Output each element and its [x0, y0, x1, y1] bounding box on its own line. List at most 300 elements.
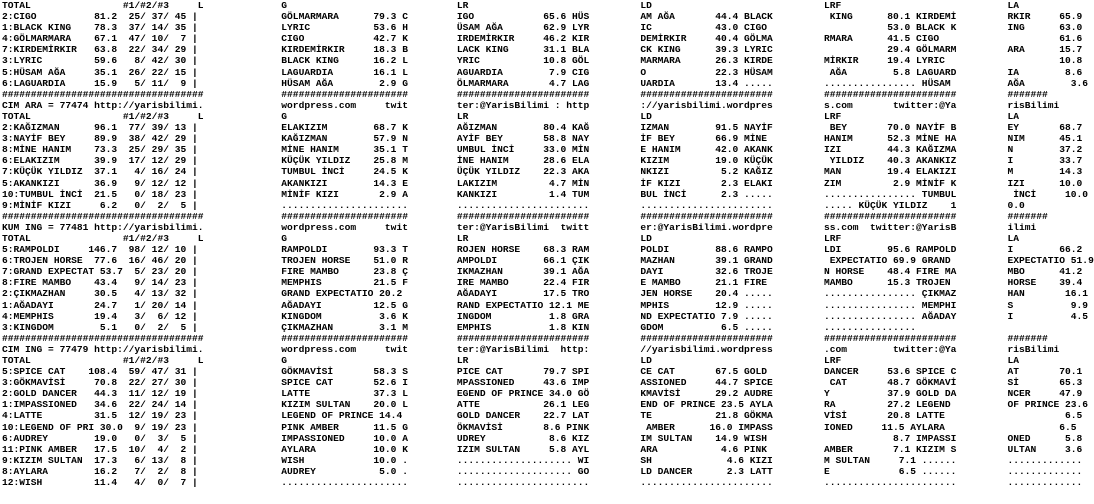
report-cell: EGEND OF PRINCE 34.0 GÖ	[456, 388, 590, 400]
report-cell: 8.7 IMPASSI	[823, 432, 957, 444]
report-cell: Sİ 65.3	[1007, 377, 1083, 389]
report-cell: AKANKIZI 14.3 E	[281, 177, 408, 189]
report-cell: LACK KING 31.1 BLA	[456, 44, 590, 56]
report-cell: TUMBUL İNCİ 24.5 K	[281, 166, 408, 178]
report-cell: ÜSAM AĞA 62.9 LYR	[456, 22, 590, 34]
report-cell: 7:GRAND EXPECTAT 53.7 5/ 23/ 20 |	[2, 266, 204, 278]
report-line	[2, 233, 1075, 244]
report-cell: AYLARA 10.0 K	[281, 443, 408, 455]
report-line	[2, 355, 1075, 366]
report-cell: ÜÇÜK YILDIZ 22.3 AKA	[456, 166, 590, 178]
report-line	[2, 66, 1083, 78]
report-line	[2, 177, 1083, 189]
report-cell: GOLD DANCER 22.7 LAT	[456, 410, 590, 422]
report-line	[2, 244, 1083, 256]
report-cell: UARDIA 13.4 .....	[640, 77, 773, 89]
report-cell: ................ HÜSAM	[823, 77, 957, 89]
report-cell: KINGDOM 3.6 K	[281, 310, 408, 322]
report-cell: LDI 95.6 RAMPOLD	[823, 244, 957, 256]
report-line	[2, 266, 1083, 278]
report-cell: AGUARDIA 7.9 CIG	[456, 66, 590, 78]
report-cell: .................... GO	[456, 465, 590, 477]
report-cell: DEMİRKIR 40.4 GÖLMA	[640, 33, 773, 45]
report-cell: 6:AUDREY 19.0 0/ 3/ 5 |	[2, 432, 204, 444]
report-line	[2, 100, 1075, 111]
report-cell: ................ AĞADAY	[823, 310, 957, 322]
report-line	[2, 200, 1075, 211]
report-line	[2, 0, 1075, 11]
report-cell: 61.6	[1007, 33, 1083, 45]
report-cell: MİRKIR 19.4 LYRIC	[823, 55, 957, 67]
report-cell: ULTAN 3.6	[1007, 443, 1083, 455]
report-cell: s.com twitter:@Ya	[823, 99, 957, 111]
report-cell: LD	[640, 110, 773, 122]
report-line	[2, 322, 1075, 333]
report-cell: IGO 65.6 HÜS	[456, 11, 590, 23]
report-cell: ÖLMARMARA 4.7 LAG	[456, 77, 590, 89]
report-line	[2, 333, 1075, 344]
report-cell: ://yarisbilimi.wordpres	[640, 99, 773, 111]
report-cell: LR	[456, 110, 590, 122]
report-cell: SH 4.6 KIZI	[640, 454, 773, 466]
report-cell: ......................	[281, 199, 408, 211]
report-cell: NCER 47.9	[1007, 388, 1083, 400]
report-cell: SPICE CAT 52.6 I	[281, 377, 408, 389]
report-cell: N 37.2	[1007, 144, 1083, 156]
report-line	[2, 211, 1075, 222]
report-cell: ilimi	[1007, 221, 1037, 233]
report-cell: 7:KIRDEMİRKIR 63.8 22/ 34/ 29 |	[2, 44, 204, 56]
report-cell: GDOM 6.5 .....	[640, 321, 773, 333]
report-cell: .......................	[640, 199, 773, 211]
report-cell: 0.0	[1007, 199, 1025, 211]
report-cell: #######################	[456, 88, 590, 100]
report-cell: .............	[1007, 454, 1083, 466]
report-cell: 2:GOLD DANCER 44.3 11/ 12/ 19 |	[2, 388, 204, 400]
report-cell: ÇIKMAZHAN 3.1 M	[281, 321, 408, 333]
report-cell: 1:AĞADAYI 24.7 1/ 20/ 14 |	[2, 299, 204, 311]
report-cell: FIRE MAMBO 23.8 Ç	[281, 266, 408, 278]
report-cell: İF BEY 66.9 MİNE	[640, 133, 773, 145]
report-cell: 10:LEGEND OF PRI 30.0 9/ 19/ 23 |	[2, 421, 204, 433]
report-cell: ter:@YarisBilimi : http	[456, 99, 590, 111]
report-cell: #######################	[823, 332, 957, 344]
report-cell: POLDI 88.6 RAMPO	[640, 244, 773, 256]
report-cell: TE 21.8 GÖKMA	[640, 410, 773, 422]
report-cell: 6:TROJEN HORSE 77.6 16/ 46/ 20 |	[2, 255, 204, 267]
report-cell: LATTE 37.3 L	[281, 388, 408, 400]
report-line	[2, 344, 1075, 355]
report-line	[2, 122, 1083, 134]
report-cell: //yarisbilimi.wordpress	[640, 343, 773, 355]
report-line	[2, 133, 1083, 145]
report-cell: 3:KINGDOM 5.1 0/ 2/ 5 |	[2, 321, 204, 333]
report-cell: E MAMBO 21.1 FIRE	[640, 277, 773, 289]
report-cell: risBilimi	[1007, 99, 1060, 111]
report-cell: #######################	[640, 88, 773, 100]
report-cell: LRF	[823, 110, 957, 122]
report-cell: ND EXPECTATIO 7.9 .....	[640, 310, 773, 322]
report-cell: IA 8.6	[1007, 66, 1083, 78]
report-cell: HANIM 52.3 MİNE HA	[823, 133, 957, 145]
report-cell: .......................	[456, 477, 590, 489]
report-cell: EXPECTATIO 69.9 GRAND	[823, 255, 957, 267]
report-line	[2, 366, 1083, 378]
report-cell: #######################	[640, 332, 773, 344]
report-cell: er:@YarisBilimi.wordpre	[640, 221, 773, 233]
report-cell: KANKIZI 1.4 TUM	[456, 188, 590, 200]
report-cell: KMAVİSİ 29.2 AUDRE	[640, 388, 773, 400]
report-cell: ARA 15.7	[1007, 44, 1083, 56]
report-cell: LD DANCER 2.3 LATT	[640, 465, 773, 477]
report-cell: risBilimi	[1007, 343, 1060, 355]
report-cell: 2:ÇIKMAZHAN 30.5 4/ 13/ 32 |	[2, 288, 204, 300]
report-cell: WISH 10.0 .	[281, 454, 408, 466]
report-cell: I 33.7	[1007, 155, 1083, 167]
report-cell: 2:KAĞIZMAN 96.1 77/ 39/ 13 |	[2, 122, 204, 134]
report-cell: AĞA 3.6	[1007, 77, 1089, 89]
report-cell: 9:KIZIM SULTAN 17.3 6/ 13/ 8 |	[2, 454, 204, 466]
report-cell: TOTAL #1/#2/#3 L	[2, 110, 204, 122]
report-line	[2, 155, 1083, 167]
report-cell: #######################	[823, 210, 957, 222]
report-cell: MBO 41.2	[1007, 266, 1083, 278]
report-cell: ###################################	[2, 210, 204, 222]
report-cell: .............	[1007, 465, 1083, 477]
report-cell: TOTAL #1/#2/#3 L	[2, 232, 204, 244]
report-cell: .......................	[456, 199, 590, 211]
report-cell: AMPOLDI 66.1 ÇIK	[456, 255, 590, 267]
report-cell: LD	[640, 232, 773, 244]
report-cell: AYİF BEY 58.8 NAY	[456, 133, 590, 145]
report-cell: #######	[1007, 332, 1048, 344]
report-cell: ASSIONED 44.7 SPICE	[640, 377, 773, 389]
report-cell: KIZIM SULTAN 20.0 L	[281, 399, 408, 411]
report-cell: LD	[640, 355, 773, 366]
report-cell: ELAKIZIM 68.7 K	[281, 122, 408, 134]
report-cell: MAMBO 15.3 TROJEN	[823, 277, 957, 289]
report-cell: ................ MEMPHI	[823, 299, 957, 311]
report-cell: IZI 44.3 KAĞIZMA	[823, 144, 957, 156]
report-cell: AĞADAYI 17.5 TRO	[456, 288, 590, 300]
report-cell: LRF	[823, 355, 957, 366]
report-cell: LA	[1007, 355, 1019, 366]
report-cell: wordpress.com twit	[281, 221, 408, 233]
report-cell: #######	[1007, 88, 1048, 100]
report-cell: IC 43.0 CIGO	[640, 22, 773, 34]
report-line	[2, 410, 1083, 422]
report-cell: EMPHIS 1.8 KIN	[456, 321, 590, 333]
report-cell: GRAND EXPECTATIO 20.2	[281, 288, 408, 300]
report-line	[2, 277, 1083, 289]
report-cell: wordpress.com twit	[281, 99, 408, 111]
report-cell: LYRIC 53.6 H	[281, 22, 408, 34]
report-cell: LEGEND OF PRINCE 14.4	[281, 410, 408, 422]
report-cell: BUL İNCİ 2.3 .....	[640, 188, 773, 200]
report-cell: RAND EXPECTATIO 12.1 ME	[456, 299, 590, 311]
report-cell: NKIZI 5.2 KAĞIZ	[640, 166, 773, 178]
report-cell: MAN 19.4 ELAKIZI	[823, 166, 957, 178]
report-cell: CK KING 39.3 LYRIC	[640, 44, 773, 56]
report-cell: 6:LAGUARDIA 15.9 5/ 11/ 9 |	[2, 77, 204, 89]
report-cell: DANCER 53.6 SPICE C	[823, 366, 957, 378]
report-cell: M 14.3	[1007, 166, 1083, 178]
report-line	[2, 222, 1075, 233]
report-cell: CAT 48.7 GÖKMAVİ	[823, 377, 957, 389]
report-cell: 3:LYRIC 59.6 8/ 42/ 30 |	[2, 55, 204, 67]
report-cell: wordpress.com twit	[281, 343, 408, 355]
report-cell: .................... WI	[456, 454, 590, 466]
report-line	[2, 432, 1083, 444]
report-cell: HÜSAM AĞA 2.9 G	[281, 77, 408, 89]
report-cell: VİSİ 20.8 LATTE	[823, 410, 957, 422]
report-line	[2, 388, 1083, 400]
report-cell: CE CAT 67.5 GOLD	[640, 366, 773, 378]
report-cell: 3:NAYİF BEY 89.9 38/ 42/ 29 |	[2, 133, 204, 145]
report-cell: AMBER 7.1 KIZIM S	[823, 443, 957, 455]
report-cell: 4:MEMPHIS 19.4 3/ 6/ 12 |	[2, 310, 204, 322]
report-cell: MEMPHIS 21.5 F	[281, 277, 408, 289]
report-cell: AUDREY 5.0 .	[281, 465, 408, 477]
report-cell: I 66.2	[1007, 244, 1083, 256]
report-cell: BLACK KING 16.2 L	[281, 55, 408, 67]
report-cell: OF PRINCE 23.6	[1007, 399, 1089, 411]
report-cell: G	[281, 355, 408, 366]
report-line	[2, 377, 1083, 389]
report-cell: N HORSE 48.4 FIRE MA	[823, 266, 957, 278]
report-cell: MİNİF KIZI 2.9 A	[281, 188, 408, 200]
report-line	[2, 44, 1083, 56]
report-cell: GÖKMAVİSİ 58.3 S	[281, 366, 408, 378]
report-cell: TROJEN HORSE 51.0 R	[281, 255, 408, 267]
report-cell: IKMAZHAN 39.1 AĞA	[456, 266, 590, 278]
report-cell: LA	[1007, 110, 1019, 122]
report-line	[2, 299, 1089, 311]
report-cell: 5:RAMPOLDI 146.7 98/ 12/ 10 |	[2, 244, 204, 256]
report-cell: 5:HÜSAM AĞA 35.1 26/ 22/ 15 |	[2, 66, 204, 78]
report-cell: IRDEMİRKIR 46.2 KIR	[456, 33, 590, 45]
report-cell: LR	[456, 0, 590, 11]
report-cell: 12:WISH 11.4 4/ 0/ 7 |	[2, 477, 204, 489]
report-cell: 8:FIRE MAMBO 43.4 9/ 14/ 23 |	[2, 277, 204, 289]
report-cell: IONED 11.5 AYLARA	[823, 421, 957, 433]
report-line	[2, 77, 1089, 89]
report-cell: ATTE 26.1 LEG	[456, 399, 590, 411]
report-cell: Y 37.9 GOLD DA	[823, 388, 957, 400]
report-cell: 3:GÖKMAVİSİ 70.8 22/ 27/ 30 |	[2, 377, 204, 389]
report-cell: 1:IMPASSIONED 34.6 22/ 24/ 14 |	[2, 399, 204, 411]
report-line	[2, 477, 1083, 489]
report-line	[2, 310, 1089, 322]
report-cell: G	[281, 232, 408, 244]
report-cell: 4:LATTE 31.5 12/ 19/ 23 |	[2, 410, 204, 422]
report-cell: ..... KÜÇÜK YILDIZ 1	[823, 199, 957, 211]
report-cell: JEN HORSE 20.4 .....	[640, 288, 773, 300]
report-cell: IZMAN 91.5 NAYİF	[640, 122, 773, 134]
report-cell: END OF PRINCE 23.5 AYLA	[640, 399, 773, 411]
report-line	[2, 33, 1083, 45]
report-cell: 29.4 GÖLMARM	[823, 44, 957, 56]
report-line	[2, 443, 1083, 455]
report-cell: KING 80.1 KIRDEMİ	[823, 11, 957, 23]
report-cell: ................ ÇIKMAZ	[823, 288, 957, 300]
report-cell: IZIM SULTAN 5.8 AYL	[456, 443, 590, 455]
report-cell: ................	[823, 321, 917, 333]
report-cell: LR	[456, 232, 590, 244]
report-cell: MPHIS 12.9 .....	[640, 299, 773, 311]
report-cell: HORSE 39.4	[1007, 277, 1083, 289]
report-cell: .com twitter:@Ya	[823, 343, 957, 355]
report-cell: ÖKMAVİSİ 8.6 PINK	[456, 421, 590, 433]
report-line	[2, 422, 1075, 433]
report-cell: ter:@YarisBilimi http:	[456, 343, 590, 355]
report-cell: 6.5	[1007, 421, 1077, 433]
report-cell: AĞADAYI 12.5 G	[281, 299, 408, 311]
report-cell: 2:CIGO 81.2 25/ 37/ 45 |	[2, 11, 204, 23]
report-line	[2, 465, 1083, 477]
report-cell: LA	[1007, 0, 1019, 11]
report-cell: KAĞIZMAN 57.9 N	[281, 133, 408, 145]
report-cell: LRF	[823, 232, 957, 244]
report-cell: .......................	[823, 477, 957, 489]
report-cell: EY 68.7	[1007, 122, 1083, 134]
report-cell: ZIM 2.9 MİNİF K	[823, 177, 957, 189]
report-cell: ######################	[281, 88, 408, 100]
report-cell: ONED 5.8	[1007, 432, 1083, 444]
report-cell: RKIR 65.9	[1007, 11, 1083, 23]
report-cell: EXPECTATIO 51.9	[1007, 255, 1094, 267]
report-cell: ING 63.0	[1007, 22, 1083, 34]
report-cell: IZI 10.0	[1007, 177, 1083, 189]
report-cell: ......................	[281, 477, 408, 489]
report-cell: 1:BLACK KING 78.3 37/ 14/ 35 |	[2, 22, 204, 34]
report-cell: İNCİ 10.0	[1007, 188, 1089, 200]
report-cell: RA 27.2 LEGEND	[823, 399, 957, 411]
report-cell: GÖLMARMARA 79.3 C	[281, 11, 408, 23]
report-line	[2, 166, 1083, 178]
report-cell: 10.8	[1007, 55, 1083, 67]
report-cell: PICE CAT 79.7 SPI	[456, 366, 590, 378]
report-cell: LA	[1007, 232, 1019, 244]
report-cell: 53.0 BLACK K	[823, 22, 957, 34]
report-cell: IM SULTAN 14.9 WISH	[640, 432, 773, 444]
report-cell: UDREY 8.6 KIZ	[456, 432, 590, 444]
report-cell: IRE MAMBO 22.4 FIR	[456, 277, 590, 289]
report-cell: TOTAL #1/#2/#3 L	[2, 355, 204, 366]
report-cell: LAGUARDIA 16.1 L	[281, 66, 408, 78]
report-cell: LR	[456, 355, 590, 366]
report-cell: G	[281, 0, 408, 11]
report-cell: ter:@YarisBilimi twitt	[456, 221, 590, 233]
report-cell: 6:ELAKIZIM 39.9 17/ 12/ 29 |	[2, 155, 204, 167]
report-cell: KUM ING = 77481 http://yarisbilimi.	[2, 221, 204, 233]
report-cell: BEY 70.0 NAYİF B	[823, 122, 957, 134]
report-cell: G	[281, 110, 408, 122]
report-cell: İF KIZI 2.3 ELAKI	[640, 177, 773, 189]
report-cell: IMPASSIONED 10.0 A	[281, 432, 408, 444]
report-cell: MARMARA 26.3 KIRDE	[640, 55, 773, 67]
report-cell: NIM 45.1	[1007, 133, 1083, 145]
report-cell: MPASSIONED 43.6 IMP	[456, 377, 590, 389]
report-cell: YILDIZ 40.3 AKANKIZ	[823, 155, 957, 167]
report-cell: ###################################	[2, 332, 204, 344]
report-line	[2, 255, 1094, 267]
report-cell: YRIC 10.8 GÖL	[456, 55, 590, 67]
report-cell: AĞA 5.8 LAGUARD	[823, 66, 957, 78]
report-cell: ######################	[281, 210, 408, 222]
report-cell: ###################################	[2, 88, 204, 100]
report-cell: CIM ARA = 77474 http://yarisbilimi.	[2, 99, 204, 111]
report-cell: PINK AMBER 11.5 G	[281, 421, 408, 433]
report-cell: CIM ING = 77479 http://yarisbilimi.	[2, 343, 204, 355]
report-cell: LAKIZIM 4.7 MİN	[456, 177, 590, 189]
report-cell: KIZIM 19.0 KÜÇÜK	[640, 155, 773, 167]
report-cell: 10:TUMBUL İNCİ 21.5 0/ 18/ 23 |	[2, 188, 204, 200]
report-cell: 5:AKANKIZI 36.9 9/ 12/ 12 |	[2, 177, 204, 189]
report-cell: E HANIM 42.0 AKANK	[640, 144, 773, 156]
report-cell: .............	[1007, 477, 1083, 489]
report-cell: LD	[640, 0, 773, 11]
results-sheet	[2, 0, 1094, 504]
report-cell: AĞIZMAN 80.4 KAĞ	[456, 122, 590, 134]
report-cell: KÜÇÜK YILDIZ 25.8 M	[281, 155, 408, 167]
report-line	[2, 144, 1083, 156]
report-cell: İNE HANIM 28.6 ELA	[456, 155, 590, 167]
report-cell: DAYI 32.6 TROJE	[640, 266, 773, 278]
report-cell: 7:KÜÇÜK YILDIZ 37.1 4/ 16/ 24 |	[2, 166, 204, 178]
report-cell: ROJEN HORSE 68.3 RAM	[456, 244, 590, 256]
report-cell: S 9.9	[1007, 299, 1089, 311]
report-cell: INGDOM 1.8 GRA	[456, 310, 590, 322]
report-cell: AM AĞA 44.4 BLACK	[640, 11, 773, 23]
report-cell: HAN 16.1	[1007, 288, 1089, 300]
report-line	[2, 111, 1075, 122]
report-line	[2, 188, 1089, 200]
report-cell: .......................	[640, 477, 773, 489]
report-cell: ss.com twitter:@YarisB	[823, 221, 957, 233]
report-cell: 8:MİNE HANIM 73.3 25/ 29/ 35 |	[2, 144, 204, 156]
report-cell: O 22.3 HÜSAM	[640, 66, 773, 78]
report-cell: TOTAL #1/#2/#3 L	[2, 0, 204, 11]
report-line	[2, 89, 1075, 100]
report-line	[2, 22, 1083, 34]
report-cell: I 4.5	[1007, 310, 1089, 322]
report-line	[2, 55, 1083, 67]
report-cell: #######################	[823, 88, 957, 100]
report-cell: CIGO 42.7 K	[281, 33, 408, 45]
report-line	[2, 399, 1089, 411]
report-cell: LRF	[823, 0, 957, 11]
report-cell: AMBER 16.0 IMPASS	[640, 421, 773, 433]
report-cell: #######	[1007, 210, 1048, 222]
report-cell: #######################	[456, 210, 590, 222]
report-line	[2, 288, 1089, 300]
report-cell: 9:MİNİF KIZI 6.2 0/ 2/ 5 |	[2, 199, 204, 211]
report-cell: RAMPOLDI 93.3 T	[281, 244, 408, 256]
report-cell: ARA 4.6 PINK	[640, 443, 773, 455]
report-cell: MİNE HANIM 35.1 T	[281, 144, 408, 156]
report-cell: KIRDEMİRKIR 18.3 B	[281, 44, 408, 56]
report-cell: RMARA 41.5 CIGO	[823, 33, 957, 45]
report-cell: 5:SPICE CAT 108.4 59/ 47/ 31 |	[2, 366, 204, 378]
report-line	[2, 11, 1083, 23]
report-line	[2, 454, 1083, 466]
report-cell: 11:PINK AMBER 17.5 10/ 4/ 2 |	[2, 443, 204, 455]
report-cell: ................ TUMBUL	[823, 188, 957, 200]
report-cell: E 6.5 ......	[823, 465, 957, 477]
report-cell: M SULTAN 7.1 ......	[823, 454, 957, 466]
report-cell: UMBUL İNCİ 33.0 MİN	[456, 144, 590, 156]
